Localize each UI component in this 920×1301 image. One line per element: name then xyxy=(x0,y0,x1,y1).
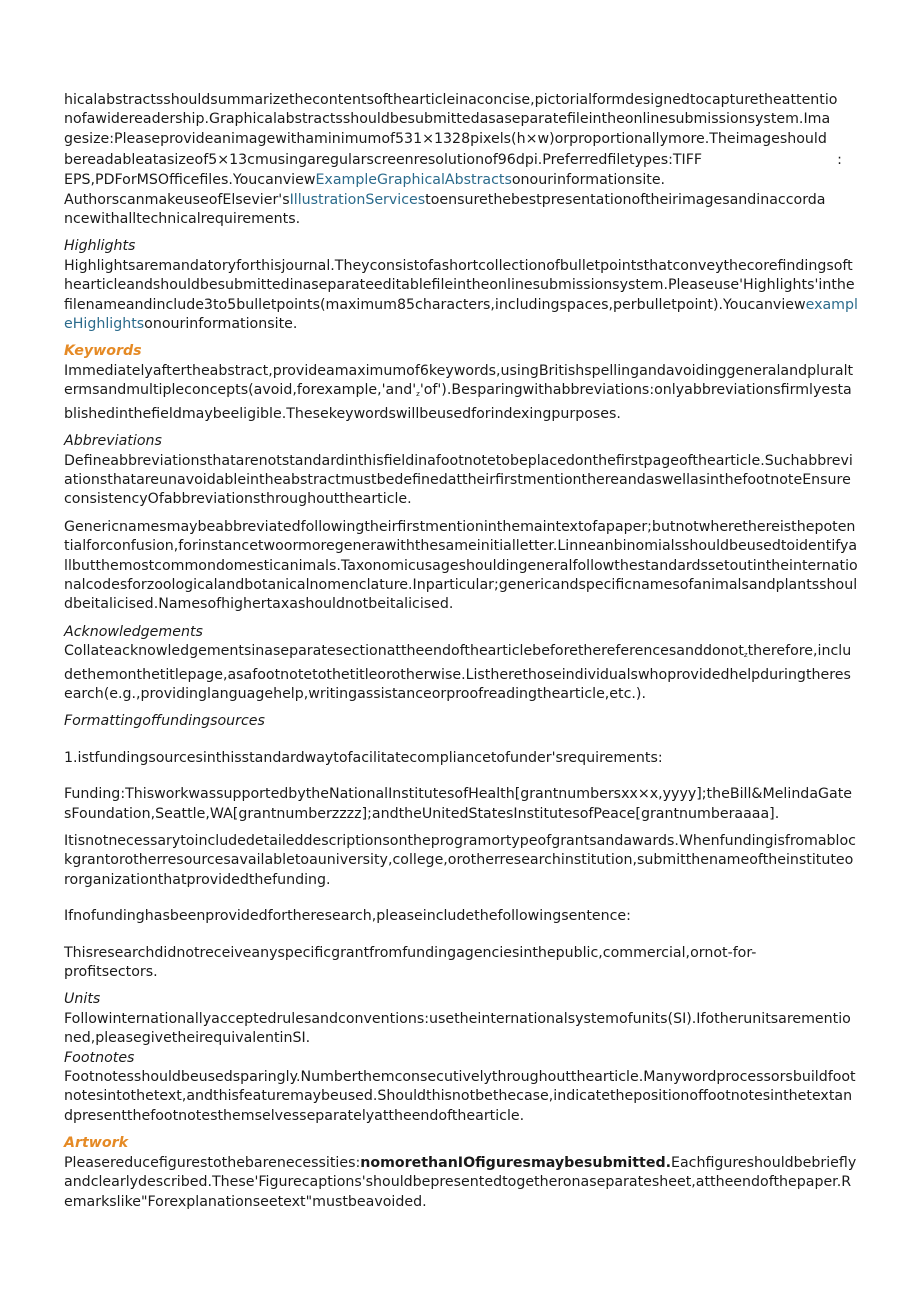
keywords-heading: Keywords xyxy=(64,343,142,360)
footnotes-text: Footnotesshouldbeusedsparingly.Numberthemconsecutivelythroughoutthearticle.Manywordprocessorsbuildfootnotesintothetext,andthisfeaturemaybeused.Shouldthisnotbethecase,indicatethepositionoffootnotesinthetextandpresentthefootnotesthemselvesseparatelyattheendofthearticle. xyxy=(64,1069,856,1124)
highlights-text: Highlightsaremandatoryforthisjournal.Theyconsistofashortcollectionofbulletpointsthatconveythecorefindingsofthearticleandshouldbesubmittedinaseparateeditablefileintheonlinesubmissionsystem.Pleaseuse'Highlights'inthefilenameandinclude3to5bulletpoints(maximum85characters,includingspaces,perbulletpoint).YoucanviewexampleHighlightsonourinformationsite. xyxy=(64,257,858,333)
artwork-section xyxy=(64,1134,858,1212)
funding-details-text: Itisnotnecessarytoincludedetaileddescriptionsontheprogramortypeofgrantsandawards.Whenfundingisfromablockgrantorotherresourcesavailabletoauniversity,college,orotherresearchinstitution,submitthenameoftheinstituteororganizationthatprovidedthefunding. xyxy=(64,833,856,888)
abbreviations-text: Defineabbreviationsthatarenotstandardinthisfieldinafootnotetobeplacedonthefirstpageofthearticle.SuchabbreviationsthatareunavoidableintheabstractmustbedefinedattheirfirstmentionthereandaswellasinthefootnoteEnsureconsistencyOfabbreviationsthroughoutthearticle. xyxy=(64,452,853,508)
units-section xyxy=(64,990,858,1048)
graphical-abstract-section xyxy=(64,91,858,229)
acknowledgements-section xyxy=(64,623,858,705)
footnotes-heading: Footnotes xyxy=(64,1049,135,1066)
abbreviations-section xyxy=(64,432,858,615)
funding-section xyxy=(64,712,858,982)
abbreviations-heading: Abbreviations xyxy=(64,433,162,450)
stray-colon: : xyxy=(837,152,842,169)
keywords-text: Immediatelyaftertheabstract,provideamaximumof6keywords,usingBritishspellingandavoidinggeneralandpluraltermsandmultipleco$ncepts(avoid,forexample,'and'_z'of').Besparingwithabbreviations:onlyabbreviationsfirmlyestablishedinthefieldmaybeeligible$.Thesekeywordswillbeusedforindexingpurposes. xyxy=(64,362,854,422)
no-funding-sentence: Thisresearchdidnotreceiveanyspecificgrantfromfundingagenciesinthepublic,commercial,ornot-for- profitsectors. xyxy=(64,944,757,981)
acknowledgements-heading: Acknowledgements xyxy=(64,623,203,640)
artwork-text: Pleasereducefigurestothebarenecessities:nomorethanIOfiguresmaybesubmitted.Eachfigureshouldbebrieflyandclearlydescribed.These'Figurecaptions'shouldbepresentedtogetheronaseparatesheet,attheendofthepaper.Remarkslike"Forexplanationseetext"mustbeavoided. xyxy=(64,1154,857,1210)
graphical-abstract-line: AuthorscanmakeuseofElsevier'sIllustrationServicestoensurethebestpresentationoftheirimagesandinaccorda xyxy=(64,191,826,208)
figure-limit-notice: nomorethanIOfiguresmaybesubmitted. xyxy=(360,1154,672,1171)
graphical-abstract-line: gesize:Pleaseprovideanimagewithaminimumof531×1328pixels(h×w)orproportionallymore.Theimageshould xyxy=(64,130,827,147)
keywords-section xyxy=(64,342,858,424)
highlights-heading: Highlights xyxy=(64,238,136,255)
funding-heading: Formattingoffundingsources xyxy=(64,713,265,730)
artwork-heading: Artwork xyxy=(64,1135,129,1152)
graphical-abstract-line: nofawidereadership.Graphicalabstractsshouldbesubmittedasaseparatefileintheonlinesubmissionsystem.Ima xyxy=(64,111,831,128)
highlights-section xyxy=(64,237,858,334)
graphical-abstract-line: ncewithalltechnicalrequirements. xyxy=(64,211,301,228)
graphical-abstract-line: hicalabstractsshouldsummarizethecontentsofthearticleinaconcise,pictorialformdesignedtocapturetheattentio xyxy=(64,92,838,108)
example-graphical-abstracts-link[interactable]: ExampleGraphicalAbstracts xyxy=(315,172,512,189)
funding-example: Funding:ThisworkwassupportedbytheNationalInstitutesofHealth[grantnumbersxx×x,yyyy];theBill&MelindaGatesFoundation,Seattle,WA[grantnumberzzzz];andtheUnitedStatesInstitutesofPeace[grantnumberaaaa]. xyxy=(64,786,852,822)
illustration-services-link[interactable]: IllustrationServices xyxy=(289,191,426,208)
graphical-abstract-line: EPS,PDForMSOfficefiles.YoucanviewExampleGraphicalAbstractsonourinformationsite. xyxy=(64,172,666,189)
funding-list-instruction: 1.istfundingsourcesinthisstandardwaytofacilitatecompliancetofunder'srequirements: xyxy=(64,749,663,766)
footnotes-section xyxy=(64,1049,858,1127)
graphical-abstract-line: bereadableatasizeof5×13cmusingaregularscreenresolutionof96dpi.Preferredfiletypes:TIFF : xyxy=(64,152,842,169)
acknowledgements-text: Collateacknowledgementsinaseparatesectionattheendofthearticlebeforethereferencesanddonot$_z$therefore,includethemonthetitlepage,asafootnotetothetitleorotherwise.Listherethoseindividualswhoprovidedhelpduringtheresearch(e.g.,providinglanguagehelp,writingassistanceorproofreadingthearticle,etc.). xyxy=(64,643,852,702)
example-highlights-link[interactable]: exampleHighlights xyxy=(64,296,858,333)
units-text: Followinternationallyacceptedrulesandconventions:usetheinternationalsystemofunits(SI).Ifotherunitsarementioned,pleasegivetheirequivalentinSI. xyxy=(64,1010,851,1047)
units-heading: Units xyxy=(64,991,101,1008)
generic-names-text: Genericnamesmaybeabbreviatedfollowingtheirfirstmentioninthemaintextofapaper;butnotwherethereisthepotentialforconfusion,forinstancetwoormoregenerawiththesameinitialletter.Linneanbinomialsshouldbeusedtoidentifyallbutthemostcommondomesticanimals.Taxonomicusageshouldingeneralfollowthestandardssetoutintheinternationalcodesforzoologicalandbotanicalnomenclature.Inparticular;genericandspecificnamesofanimalsandplantsshouldbeitalicised.Namesofhighertaxashouldnotbeitalicised. xyxy=(64,518,858,613)
no-funding-instruction: Ifnofundinghasbeenprovidedfortheresearch,pleaseincludethefollowingsentence: xyxy=(64,908,631,925)
